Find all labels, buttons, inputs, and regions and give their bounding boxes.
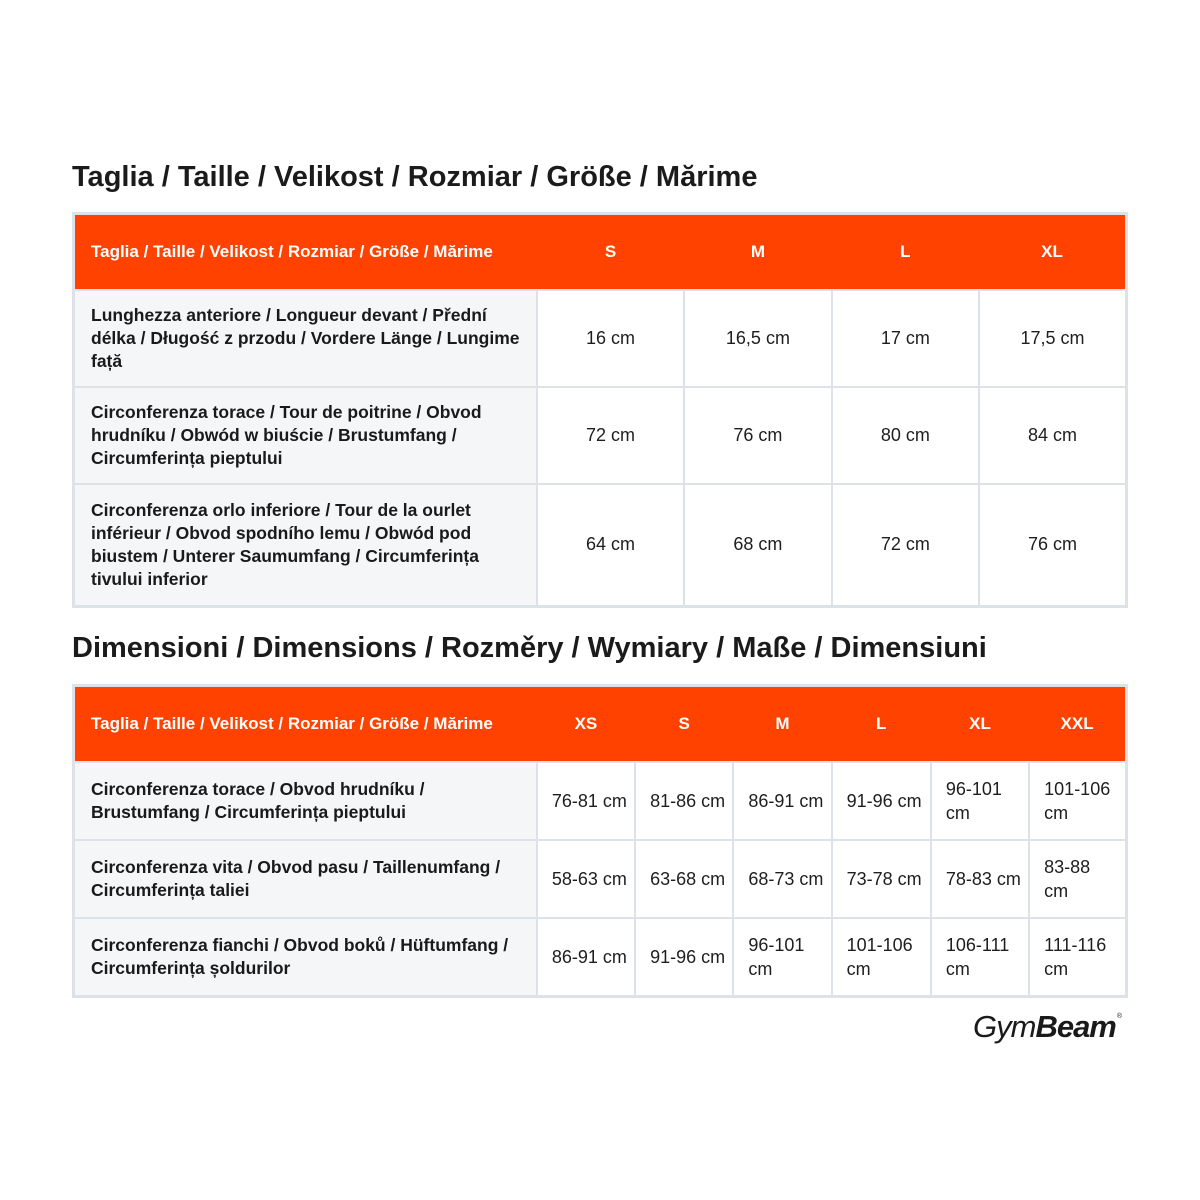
measurement-value: 16,5 cm	[684, 290, 831, 387]
size-column-header: XL	[979, 214, 1126, 291]
measurement-label: Circonferenza fianchi / Obvod boků / Hüftumfang / Circumferința șoldurilor	[74, 918, 537, 996]
table-header-row	[74, 214, 1127, 291]
dimensions-table	[72, 684, 1128, 998]
measurement-value: 64 cm	[537, 484, 684, 606]
size-column-header: XL	[931, 686, 1029, 763]
registered-mark: ®	[1116, 1013, 1123, 1020]
measurement-value: 73-78 cm	[832, 840, 931, 918]
measurement-value: 111-116 cm	[1029, 918, 1126, 996]
measurement-value: 96-101 cm	[931, 762, 1029, 840]
measurement-value: 68-73 cm	[733, 840, 831, 918]
measurement-label: Circonferenza torace / Tour de poitrine / Obvod hrudníku / Obwód w biuście / Brustumfang / Circumferința pieptului	[74, 387, 537, 484]
size-column-header: M	[733, 686, 831, 763]
measurement-value: 91-96 cm	[832, 762, 931, 840]
table-row	[74, 484, 1127, 606]
table-row	[74, 290, 1127, 387]
size-column-header: L	[832, 686, 931, 763]
measurement-value: 17 cm	[832, 290, 979, 387]
size-chart-title: Taglia / Taille / Velikost / Rozmiar / Größe / Mărime	[72, 161, 758, 193]
measurement-value: 80 cm	[832, 387, 979, 484]
measurement-label: Circonferenza torace / Obvod hrudníku / Brustumfang / Circumferința pieptului	[74, 762, 537, 840]
table-row	[74, 840, 1127, 918]
measurement-value: 83-88 cm	[1029, 840, 1126, 918]
measurement-label: Lunghezza anteriore / Longueur devant / Přední délka / Długość z przodu / Vordere Länge / Lungime față	[74, 290, 537, 387]
measurement-value: 16 cm	[537, 290, 684, 387]
size-column-header: S	[537, 214, 684, 291]
measurement-value: 76 cm	[684, 387, 831, 484]
measurement-value: 68 cm	[684, 484, 831, 606]
size-header-label: Taglia / Taille / Velikost / Rozmiar / Größe / Mărime	[74, 686, 537, 763]
logo-text-beam: Beam	[1035, 1009, 1116, 1044]
measurement-value: 96-101 cm	[733, 918, 831, 996]
size-column-header: M	[684, 214, 831, 291]
measurement-value: 72 cm	[537, 387, 684, 484]
table-row	[74, 387, 1127, 484]
measurement-value: 101-106 cm	[832, 918, 931, 996]
measurement-value: 106-111 cm	[931, 918, 1029, 996]
measurement-value: 76 cm	[979, 484, 1126, 606]
measurement-label: Circonferenza vita / Obvod pasu / Taillenumfang / Circumferința taliei	[74, 840, 537, 918]
size-chart-table	[72, 212, 1128, 608]
measurement-value: 101-106 cm	[1029, 762, 1126, 840]
measurement-label: Circonferenza orlo inferiore / Tour de la ourlet inférieur / Obvod spodního lemu / Obwód pod biustem / Unterer Saumumfang / Circumferința tivului inferior	[74, 484, 537, 606]
measurement-value: 63-68 cm	[635, 840, 733, 918]
measurement-value: 72 cm	[832, 484, 979, 606]
measurement-value: 86-91 cm	[537, 918, 635, 996]
measurement-value: 81-86 cm	[635, 762, 733, 840]
size-column-header: XS	[537, 686, 635, 763]
size-header-label: Taglia / Taille / Velikost / Rozmiar / Größe / Mărime	[74, 214, 537, 291]
table-row	[74, 762, 1127, 840]
gymbeam-logo	[973, 1009, 1122, 1045]
measurement-value: 84 cm	[979, 387, 1126, 484]
table-row	[74, 918, 1127, 996]
logo-text-gym: Gym	[973, 1009, 1036, 1044]
size-column-header: XXL	[1029, 686, 1126, 763]
measurement-value: 78-83 cm	[931, 840, 1029, 918]
dimensions-title: Dimensioni / Dimensions / Rozměry / Wymiary / Maße / Dimensiuni	[72, 632, 987, 664]
measurement-value: 58-63 cm	[537, 840, 635, 918]
table-header-row	[74, 686, 1127, 763]
measurement-value: 17,5 cm	[979, 290, 1126, 387]
measurement-value: 76-81 cm	[537, 762, 635, 840]
size-column-header: L	[832, 214, 979, 291]
measurement-value: 91-96 cm	[635, 918, 733, 996]
measurement-value: 86-91 cm	[733, 762, 831, 840]
size-column-header: S	[635, 686, 733, 763]
